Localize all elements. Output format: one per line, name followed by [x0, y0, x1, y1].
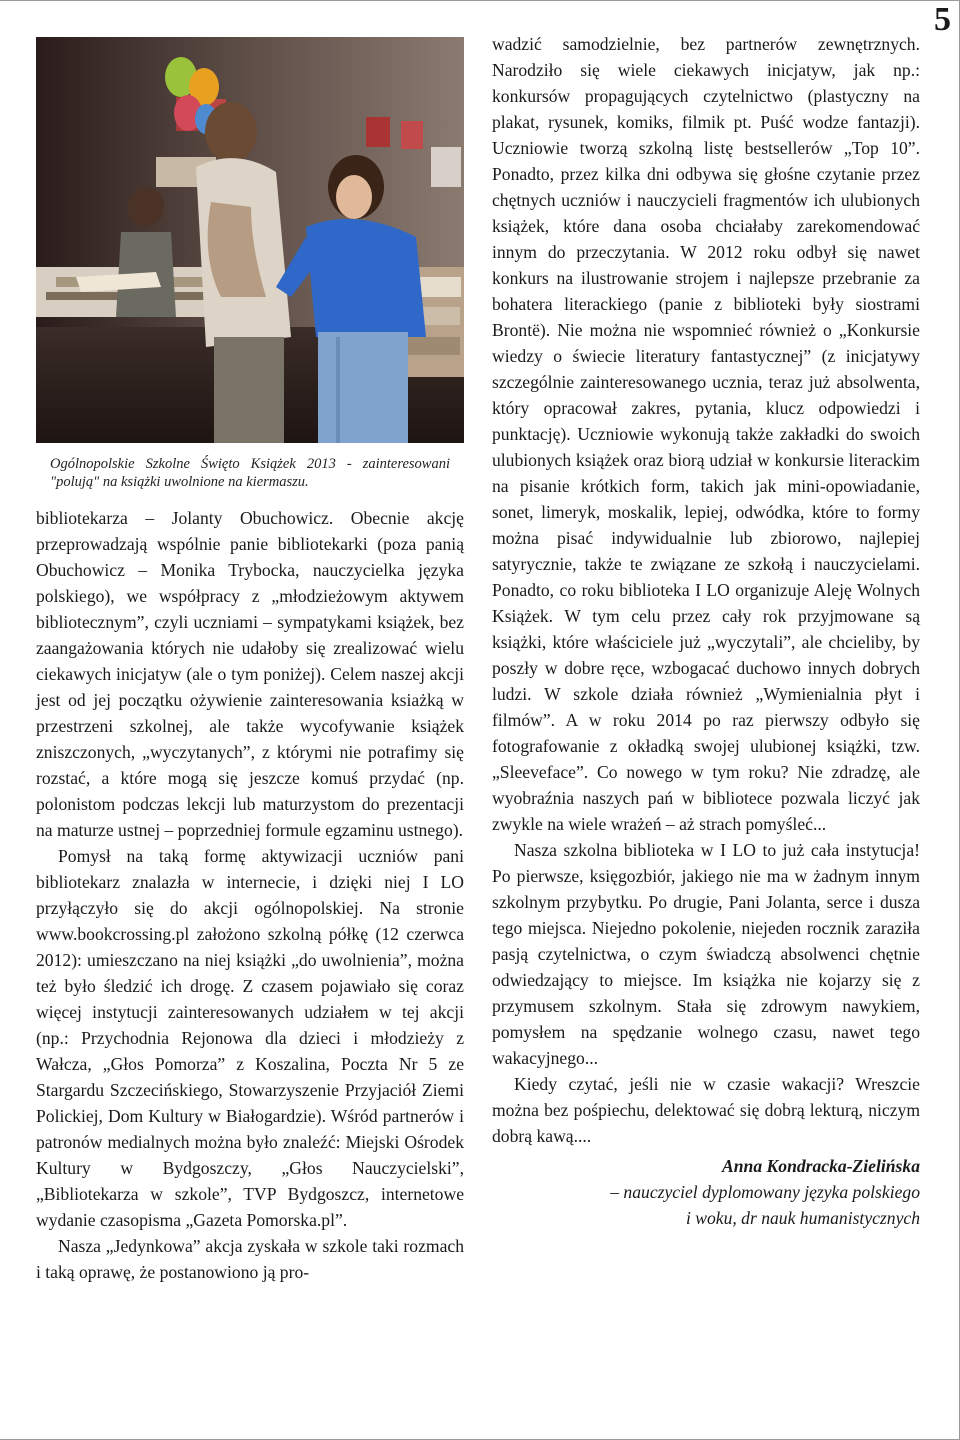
left-paragraph-2: Pomysł na taką formę aktywizacji uczniów pani bibliotekarz znalazła w internecie, i dzięki niej I LO przyłączyło się do akcji ogólnopolskiej. Na stronie www.bookcrossing.pl założono szkolną półkę (12 czerwca 2012): umieszczano na niej książki „do uwolnienia”, można też było śledzić ich drogę. Z czasem pojawiało się coraz więcej instytucji zainteresowanych udziałem w tej akcji (np.: Przychodnia Rejonowa dla dzieci i młodzieży z Wałcza, „Głos Pomorza” z Koszalina, Poczta Nr 5 ze Stargardu Szczecińskiego, Stowarzyszenie Przyjaciół Ziemi Polickiej, Dom Kultury w Białogardzie). Wśród partnerów i patronów medialnych można było znaleźć: Miejski Ośrodek Kultury w Bydgoszczy, „Głos Nauczycielski”, „Bibliotekarza w szkole”, TVP Bydgoszcz, internetowe wydanie czasopisma „Gazeta Pomorska.pl”. [36, 846, 464, 1230]
book-fair-photo-illustration [36, 37, 464, 443]
right-paragraph-2: Nasza szkolna biblioteka w I LO to już cała instytucja! Po pierwsze, księgozbiór, jakiego nie ma w żadnym innym szkolnym przybytku. Po drugie, Pani Jolanta, serce i dusza tego miejsca. Niejedno pokolenie, niejeden rocznik zaraziła pasją czytelnictwa, o czym świadczą absolwenci chętnie odwiedzający to miejsce. Im książka nie kojarzy się z przymusem szkolnym. Stała się zdrowym nawykiem, pomysłem na spędzanie wolnego czasu, nawet tego wakacyjnego... [492, 840, 920, 1068]
left-column [36, 31, 464, 1285]
author-name: Anna Kondracka-Zielińska [722, 1156, 920, 1176]
right-paragraph-3: Kiedy czytać, jeśli nie w czasie wakacji? Wreszcie można bez pośpiechu, delektować się dobrą lekturą, niczym dobrą kawą.... [492, 1074, 920, 1146]
right-column [492, 31, 920, 1231]
author-role-line-2: i woku, dr nauk humanistycznych [685, 1208, 920, 1228]
right-paragraph-1: wadzić samodzielnie, bez partnerów zewnętrznych. Narodziło się wiele ciekawych inicjatyw, jak np.: konkursów propagujących czytelnictwo (plastyczny na plakat, rysunek, komiks, filmik pt. Puść wodze fantazji). Uczniowie tworzą szkolną listę bestsellerów „Top 10”. Ponadto, przez kilka dni odbywa się głośne czytanie przez chętnych uczniów i nauczycieli fragmentów ich ulubionych książek, które dana osoba chciałaby zarekomendować innym do przeczytania. W 2012 roku odbył się nawet konkurs na ilustrowanie strojem i najlepsze przebranie za bohatera literackiego (panie z biblioteki były siostrami Brontë). Nie można nie wspomnieć również o „Konkursie wiedzy o świecie literatury fantastycznej” (z inicjatywy szczególnie zainteresowanego ucznia, teraz już absolwenta, który opracował zakres, pytania, klucz odpowiedzi i punktację). Uczniowie wykonują także zakładki do swoich ulubionych książek oraz biorą udział w konkursie literackim na pisanie krótkich form, takich jak mini-opowiadanie, sonet, limeryk, moskalik, lepiej, odwódka, które to formy można pisać indywidualnie lub zbiorowo, najlepiej satyrycznie, także te związane ze szkołą i nauczycielami. Ponadto, co roku biblioteka I LO organizuje Aleję Wolnych Książek. W tym celu przez cały rok przyjmowane są książki, które właściciele już „wyczytali”, ale chcieliby, by poszły w dobre ręce, wzbogacać duchowo innych dobrych ludzi. W szkole działa również „Wymienialnia płyt i filmów”. A w roku 2014 po raz pierwszy odbyło się fotografowanie z okładką swojej ulubionej książki, tzw. „Sleeveface”. Co nowego w tym roku? Nie zdradzę, ale wyobraźnia naszych pań w bibliotece pozwala liczyć jak zwykle na wiele wrażeń – aż strach pomyśleć... [492, 34, 920, 834]
event-photo [36, 37, 464, 443]
left-paragraph-3: Nasza „Jedynkowa” akcja zyskała w szkole taki rozmach i taką oprawę, że postanowiono ją pro- [36, 1236, 464, 1282]
page-number: 5 [934, 1, 951, 38]
photo-caption: Ogólnopolskie Szkolne Święto Książek 2013 - zainteresowani "polują" na książki uwolnione na kiermaszu. [50, 456, 450, 490]
author-role-line-1: – nauczyciel dyplomowany języka polskiego [610, 1182, 920, 1202]
left-paragraph-1: bibliotekarza – Jolanty Obuchowicz. Obecnie akcję przeprowadzają wspólnie panie bibliotekarki (poza panią Obuchowicz – Monika Trybocka, nauczycielka języka polskiego), we współpracy z „młodzieżowym aktywem bibliotecznym”, czyli uczniami – sympatykami książek, bez zaangażowania których nie udałoby się zrealizować wielu ciekawych inicjatyw (ale o tym poniżej). Celem naszej akcji jest od jej początku ożywienie zainteresowania ksiażką w przestrzeni szkolnej, ale także wycofywanie książek zniszczonych, „wyczytanych”, z którymi nie potrafimy się rozstać, a które mogą się jeszcze komuś przydać (np. polonistom podczas lekcji lub maturzystom do prezentacji na maturze ustnej – poprzedniej formule egzaminu ustnego). [36, 508, 464, 840]
